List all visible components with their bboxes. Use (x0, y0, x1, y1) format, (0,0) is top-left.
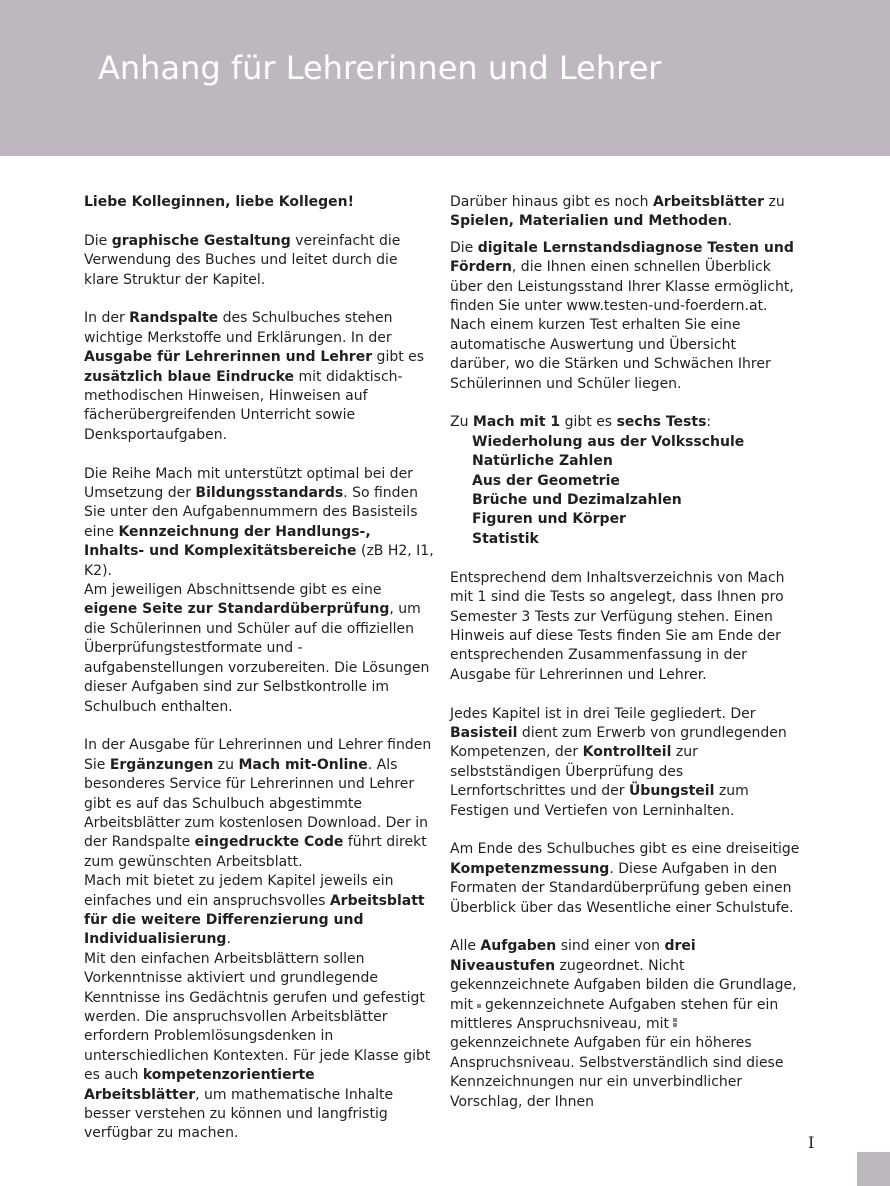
paragraph: Zu Mach mit 1 gibt es sechs Tests: (450, 414, 712, 431)
paragraph: Alle Aufgaben sind einer von drei Niveaustufen zugeordnet. Nicht gekennzeichnete Aufgaben bilden die Grundlage, mit gekennzeichnete Aufgaben stehen für ein mittleres Anspruchsniveau, mit gekennzeichnete Aufgaben für ein höheres Anspruchsniveau. Selbstverständlich sind diese Kennzeichnungen nur ein unverbindlicher Vorschlag, der Ihnen (450, 938, 797, 1110)
level-high-icon (673, 1018, 677, 1028)
paragraph: Mit den einfachen Arbeitsblättern sollen Vorkenntnisse aktiviert und grundlegende Kenntnisse ins Gedächtnis gerufen und gefestigt werden. Die anspruchsvollen Arbeitsblätter erfordern Problemlösungsdenken in unterschiedlichen Kontexten. Für jede Klasse gibt es auch kompetenzorientierte Arbeitsblätter, um mathematische Inhalte besser verstehen zu können und langfristig verfügbar zu machen. (84, 950, 431, 1142)
header-banner (0, 0, 890, 156)
greeting (84, 193, 434, 212)
paragraph: Am jeweiligen Abschnittsende gibt es eine eigene Seite zur Standardüberprüfung, um die Schülerinnen und Schüler auf die offiziellen Überprüfungstestformate und -aufgabenstellungen vorzubereiten. Die Lösungen dieser Aufgaben sind zur Selbstkontrolle im Schulbuch enthalten. (84, 582, 430, 715)
list-item: Aus der Geometrie (472, 472, 620, 489)
paragraph: Die digitale Lernstandsdiagnose Testen und Fördern, die Ihnen einen schnellen Überblick über den Leistungsstand Ihrer Klasse ermöglicht, finden Sie unter www.testen-und-foerdern.at. Nach einem kurzen Test erhalten Sie eine automatische Auswertung und Übersicht darüber, wo die Stärken und Schwächen Ihrer Schülerinnen und Schüler liegen. (450, 239, 794, 392)
paragraph: Darüber hinaus gibt es noch Arbeitsblätter zu Spielen, Materialien und Methoden. (450, 194, 785, 230)
list-item: Wiederholung aus der Volksschule (472, 433, 745, 450)
test-list (472, 433, 800, 549)
paragraph: Die Reihe Mach mit unterstützt optimal bei der Umsetzung der Bildungsstandards. So finden Sie unter den Aufgabennummern des Basisteils eine Kennzeichnung der Handlungs-, Inhalts- und Komplexitätsbereiche (zB H2, I1, K2). (84, 465, 434, 579)
page-number: I (808, 1133, 815, 1152)
list-item: Natürliche Zahlen (472, 453, 613, 470)
paragraph: Jedes Kapitel ist in drei Teile gegliedert. Der Basisteil dient zum Erwerb von grundlegenden Kompetenzen, der Kontrollteil zur selbstständigen Überprüfung des Lernfortschrittes und der Übungsteil zum Festigen und Vertiefen von Lerninhalten. (450, 705, 787, 819)
level-medium-icon (477, 1004, 481, 1008)
paragraph: In der Randspalte des Schulbuches stehen wichtige Merkstoffe und Erklärungen. In der Ausgabe für Lehrerinnen und Lehrer gibt es zusätzlich blaue Eindrucke mit didaktisch-methodischen Hinweisen, Hinweisen auf fächerübergreifenden Unterricht sowie Denksportaufgaben. (84, 310, 425, 443)
left-column (84, 193, 434, 1144)
list-item: Brüche und Dezimalzahlen (472, 492, 682, 509)
paragraph: In der Ausgabe für Lehrerinnen und Lehrer finden Sie Ergänzungen zu Mach mit-Online. Als besonderes Service für Lehrerinnen und Lehrer gibt es auf das Schulbuch abgestimmte Arbeitsblätter zum kostenlosen Download. Der in der Randspalte eingedruckte Code führt direkt zum gewünschten Arbeitsblatt. (84, 737, 432, 870)
list-item: Statistik (472, 530, 539, 547)
corner-tab (857, 1152, 890, 1186)
paragraph: Die graphische Gestaltung vereinfacht die Verwendung des Buches und leitet durch die klare Struktur der Kapitel. (84, 232, 401, 288)
paragraph: Am Ende des Schulbuches gibt es eine dreiseitige Kompetenzmessung. Diese Aufgaben in den Formaten der Standardüberprüfung geben einen Überblick über das Wesentliche einer Schulstufe. (450, 841, 800, 916)
greeting-text: Liebe Kolleginnen, liebe Kollegen! (84, 194, 354, 210)
list-item: Figuren und Körper (472, 511, 626, 528)
page-title: Anhang für Lehrerinnen und Lehrer (98, 49, 662, 87)
paragraph: Mach mit bietet zu jedem Kapitel jeweils ein einfaches und ein anspruchsvolles Arbeitsblatt für die weitere Differenzierung und Individualisierung. (84, 873, 425, 948)
paragraph: Entsprechend dem Inhaltsverzeichnis von Mach mit 1 sind die Tests so angelegt, dass Ihnen pro Semester 3 Tests zur Verfügung stehen. Einen Hinweis auf diese Tests finden Sie am Ende der entsprechenden Zusammenfassung in der Ausgabe für Lehrerinnen und Lehrer. (450, 569, 785, 683)
right-column (450, 193, 800, 1112)
